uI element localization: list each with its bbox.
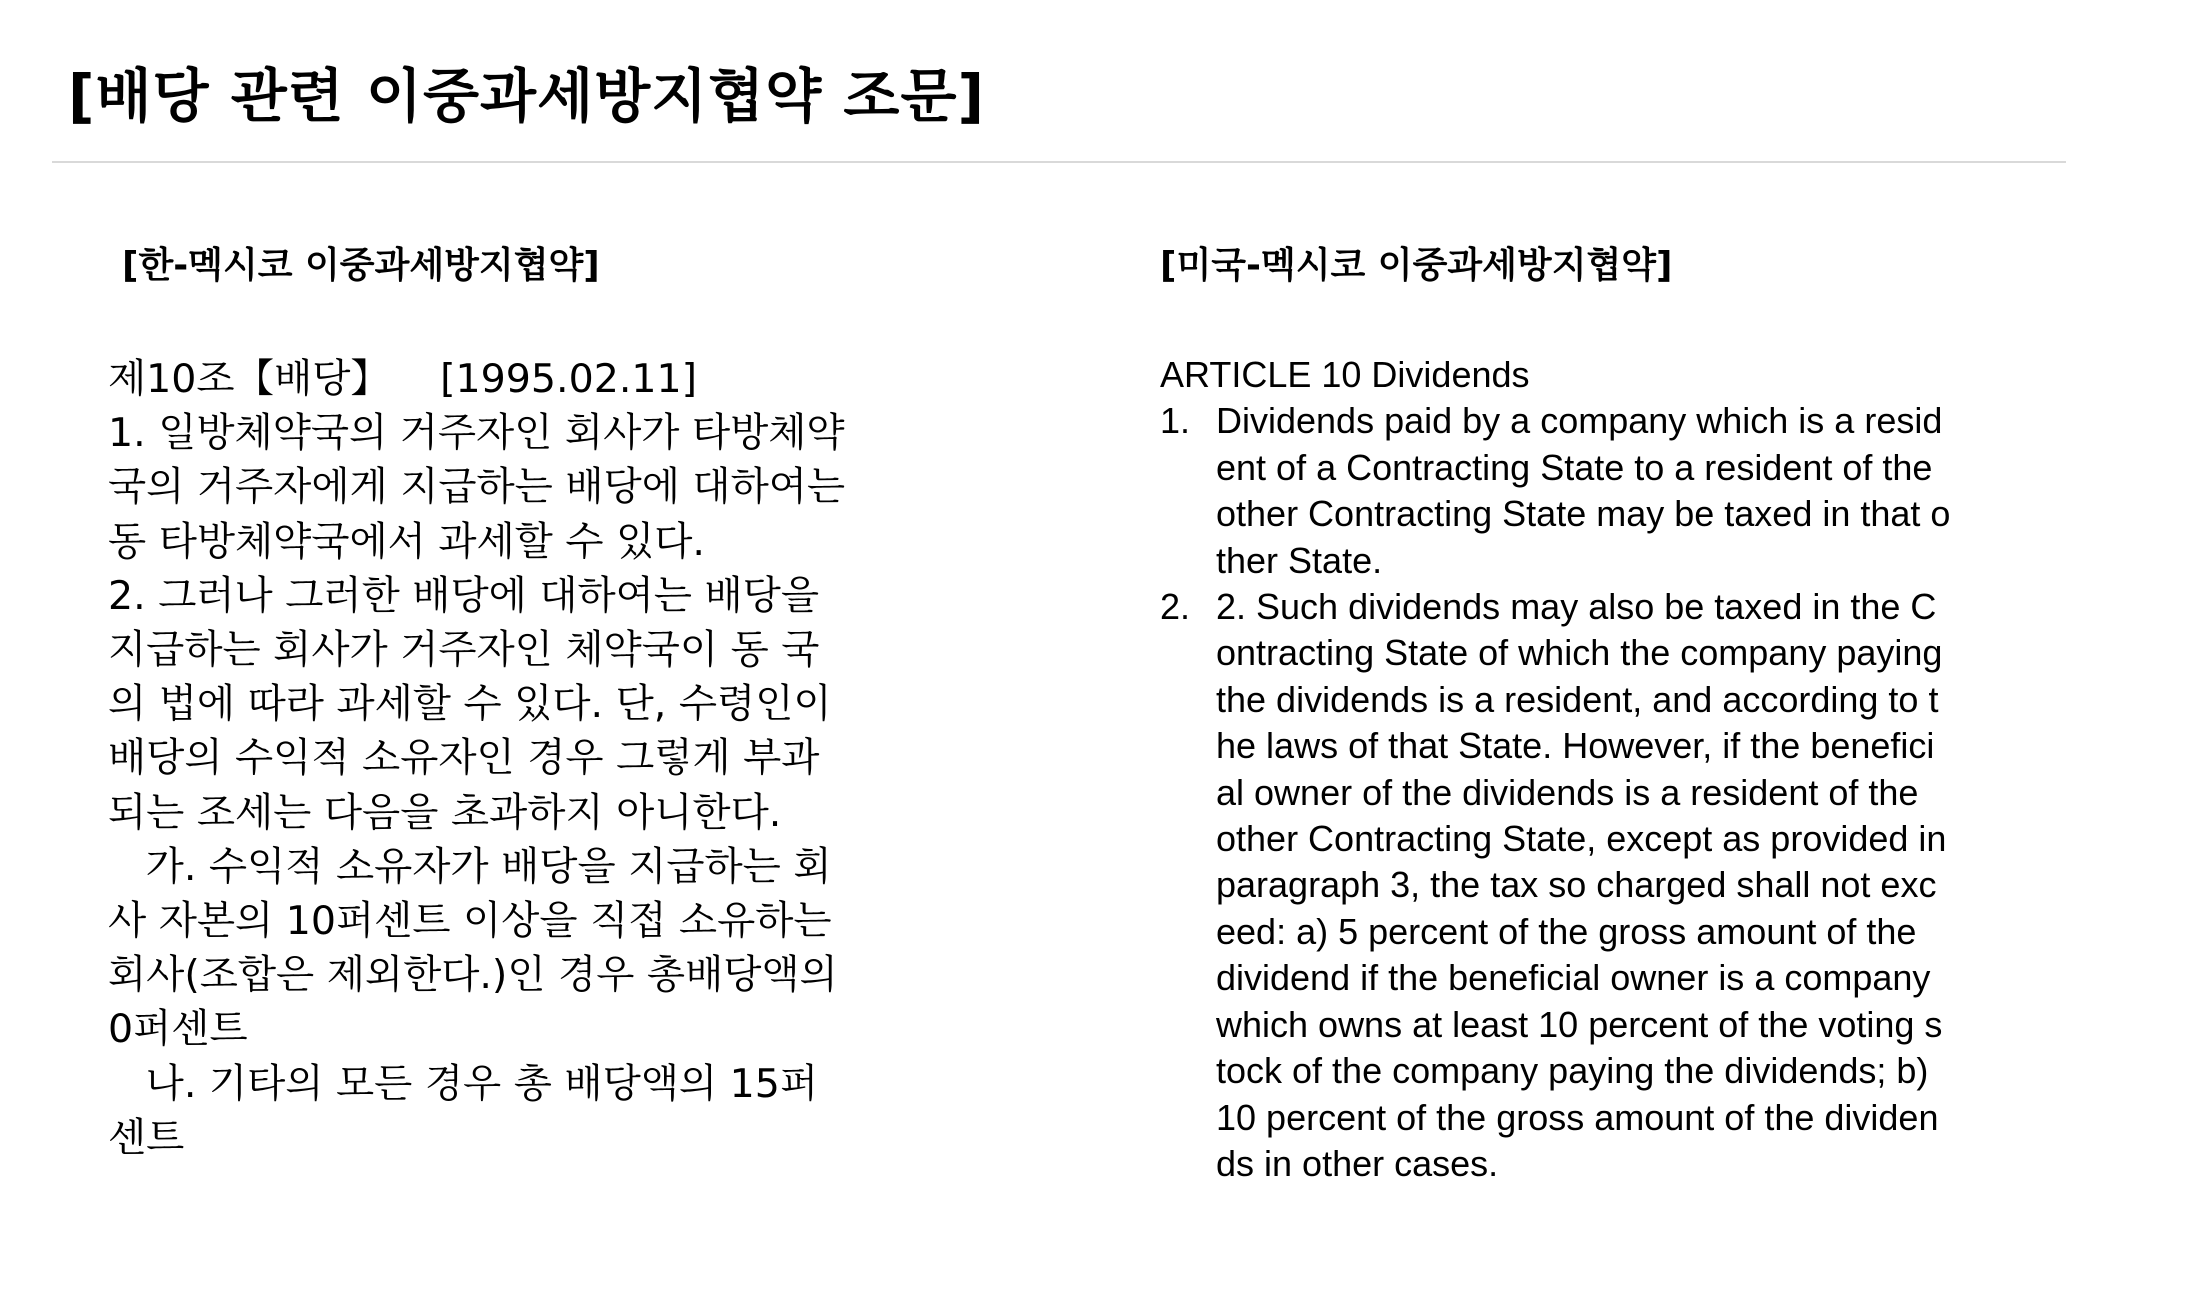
article-text-line: 사 자본의 10퍼센트 이상을 직접 소유하는 [108,898,832,945]
list-item-line: ent of a Contracting State to a resident of the [1216,446,1933,488]
list-item-line: tock of the company paying the dividends; b) [1216,1050,1929,1092]
article-text-line: 1. 일방체약국의 거주자인 회사가 타방체약 [108,410,845,457]
us-mexico-article-text [1160,352,2060,1187]
page-title: [배당 관련 이중과세방지협약 조문] [68,62,985,130]
list-item [1160,584,2060,630]
list-item-line: the dividends is a resident, and according to t [1216,678,1939,720]
list-item-line: ds in other cases. [1216,1142,1499,1184]
list-item-line: Dividends paid by a company which is a resid [1216,400,1943,442]
title-divider [52,161,2066,163]
article-title: ARTICLE 10 Dividends [1160,354,1530,395]
list-item-line: dividend if the beneficial owner is a company [1216,957,1931,999]
list-item-number: 2. [1160,586,1191,628]
article-heading-line: 제10조【배당】 [1995.02.11] [108,356,698,402]
list-item-line: paragraph 3, the tax so charged shall not exc [1216,864,1937,906]
article-text-line: 동 타방체약국에서 과세할 수 있다. [108,518,705,565]
list-item-line: he laws of that State. However, if the benefici [1216,725,1935,767]
list-item-line: eed: a) 5 percent of the gross amount of the [1216,910,1917,952]
list-item-line: ontracting State of which the company paying [1216,632,1943,674]
list-item-line: 10 percent of the gross amount of the dividen [1216,1096,1939,1138]
article-text-line: 센트 [108,1114,185,1161]
article-text-line: 0퍼센트 [108,1006,248,1053]
article-text-line: 의 법에 따라 과세할 수 있다. 단, 수령인이 [108,681,832,728]
article-text-line: 나. 기타의 모든 경우 총 배당액의 15퍼 [108,1060,819,1107]
list-item [1160,398,2060,444]
article-text-line: 지급하는 회사가 거주자인 체약국이 동 국 [108,627,820,674]
list-item-line: ther State. [1216,539,1383,581]
article-text-line: 되는 조세는 다음을 초과하지 아니한다. [108,789,782,836]
list-item-number: 1. [1160,400,1191,442]
article-text-line: 회사(조합은 제외한다.)인 경우 총배당액의 [108,952,838,999]
article-text-line: 국의 거주자에게 지급하는 배당에 대하여는 [108,464,846,511]
us-mexico-treaty-heading: [미국-멕시코 이중과세방지협약] [1160,245,1673,286]
list-item-line: 2. Such dividends may also be taxed in the C [1216,586,1937,628]
list-item-line: other Contracting State, except as provided in [1216,818,1947,860]
korea-mexico-treaty-heading: [한-멕시코 이중과세방지협약] [122,245,600,286]
article-text-line: 배당의 수익적 소유자인 경우 그렇게 부과 [108,735,820,782]
list-item-line: al owner of the dividends is a resident of the [1216,771,1919,813]
korea-mexico-article-text [108,352,1008,1165]
list-item-line: which owns at least 10 percent of the voting s [1216,1003,1943,1045]
article-text-line: 2. 그러나 그러한 배당에 대하여는 배당을 [108,572,819,619]
list-item-line: other Contracting State may be taxed in that o [1216,493,1951,535]
article-text-line: 가. 수익적 소유자가 배당을 지급하는 회 [108,843,832,890]
